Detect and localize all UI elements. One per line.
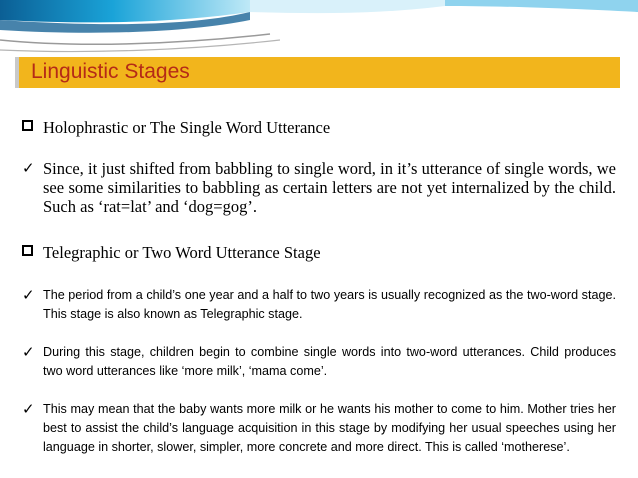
bullet-item — [22, 118, 616, 137]
square-bullet-icon — [22, 243, 40, 261]
checkmark-icon: ✓ — [22, 159, 35, 177]
bullet-item — [22, 343, 616, 381]
bullet-item — [22, 159, 616, 216]
bullet-text: Telegraphic or Two Word Utterance Stage — [43, 243, 321, 262]
checkmark-icon: ✓ — [22, 400, 35, 418]
bullet-text: The period from a child’s one year and a half to two years is usually recognized as the two-word stage. This stage is also known as Telegraphic stage. — [43, 288, 616, 321]
bullet-text: Holophrastic or The Single Word Utterance — [43, 118, 331, 137]
square-bullet-icon — [22, 118, 40, 136]
title-bar — [15, 57, 620, 88]
banner-line-1 — [0, 34, 270, 44]
slide-title: Linguistic Stages — [31, 60, 190, 83]
bullet-text: This may mean that the baby wants more milk or he wants his mother to come to him. Mother tries her best to assist the child’s language acquisition in this stage by modifying her usual speeches using her language in shorter, slower, simpler, more concrete and more direct. This is called ‘motherese’. — [43, 402, 616, 454]
bullet-item — [22, 286, 616, 324]
banner-line-2 — [0, 40, 280, 52]
banner-wave-mid — [250, 0, 445, 13]
checkmark-icon: ✓ — [22, 343, 35, 361]
bullet-item — [22, 243, 616, 262]
banner-wave-right — [445, 0, 638, 12]
bullet-item — [22, 400, 616, 457]
bullet-text: During this stage, children begin to combine single words into two-word utterances. Child produces two word utterances like ‘more milk’, ‘mama come’. — [43, 345, 616, 378]
checkmark-icon: ✓ — [22, 286, 35, 304]
bullet-text: Since, it just shifted from babbling to single word, in it’s utterance of single words, we see some similarities to babbling as certain letters are not yet internalized by the child. Such as ‘rat=lat’ and ‘dog=gog’. — [43, 159, 616, 216]
